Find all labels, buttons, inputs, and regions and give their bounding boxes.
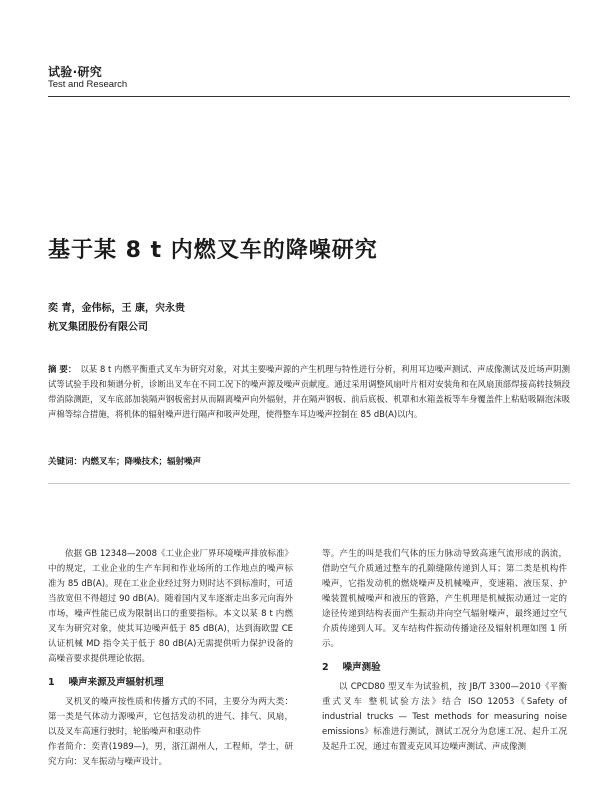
section-heading-1-text: 噪声来源及声辐射机理 — [68, 677, 164, 688]
abstract-divider — [48, 483, 570, 484]
body-column-right — [322, 547, 567, 755]
author-list: 奕 青，金伟标，王 康，宍永贵 — [48, 303, 185, 314]
section-1-continued-paragraph: 等。产生的叫是我们气体的压力脉动导致高速气流形成的涡流，借助空气介质通过整车的孔隙缝隙传递到人耳；第二类是机构件噪声，它指发动机的燃烧噪声及机械噪声，变速箱、液压泵、护噪装置机械噪声和液压的管路，产生机理是机械振动通过一定的途径传递到结构表面产生振动并向空气辐射噪声，最终通过空气介质传递到人耳。叉车结构件振动传播途径及辐射机理如图 1 所示。 — [322, 549, 567, 649]
section-1-paragraph: 叉机叉的噪声按性质和传播方式的不同，主要分为两大类：第一类是气体动力源噪声，它包括发动机的进气、排气、风扇，以及叉车高速行驶时，轮胎噪声和驱动件 — [48, 697, 293, 737]
section-label-english: Test and Research — [48, 79, 128, 90]
abstract-label: 摘 要： — [48, 364, 77, 374]
section-heading-2-text: 噪声测验 — [342, 662, 381, 673]
article-title: 基于某 8 t 内燃叉车的降噪研究 — [48, 238, 378, 263]
section-heading-1-number: 1 — [48, 677, 55, 688]
section-label: 试验·研究 — [48, 65, 103, 79]
author-footnote: 作者简介：奕青(1989—)，男，浙江湖州人，工程师，学士，研究方向：叉车振动与噪声设计。 — [48, 742, 293, 767]
keywords: 关键词：内燃叉车；降噪技术；辐射噪声 — [48, 457, 202, 467]
abstract-text: 以某 8 t 内燃平衡重式叉车为研究对象，对其主要噪声源的产生机理与特性进行分析，利用耳边噪声测试、声成像测试及近场声阴测试等试验手段和频谱分析，诊断出叉车在不同工况下的噪声源及噪声贡献度。通过采用调整风扇叶片相对安装角和在风扇顶部焊接高转技频段带消除测距，叉车底部加装隔声钢板密封从而隔离噪声向外辐射，并在隔声钢板、前后底板、机罩和水箱盖板等车身覆盖件上粘贴吸隔泡沫吸声棉等综合措施，将机体的辐射噪声进行隔声和吸声处理，使得整车耳边噪声控制在 85 dB(A)以内。 — [48, 364, 570, 419]
abstract — [48, 362, 570, 422]
top-divider — [48, 96, 570, 97]
section-heading-2-number: 2 — [322, 662, 329, 673]
body-column-left — [48, 547, 293, 770]
section-heading-1 — [48, 676, 293, 690]
section-2-paragraph: 以 CPCD80 型叉车为试验机，按 JB/T 3300—2010《平衡重式叉车 整机试验方法》结合 ISO 12053《Safety of industrial trucks — Test methods for measuring noise emissions》标准进行测试，测试工况分为怠速工况、起升工况及起升工况，通过布置麦克风耳边噪声测试、声成像测 — [322, 682, 567, 752]
intro-paragraph: 依据 GB 12348—2008《工业企业厂界环境噪声排放标准》中的规定，工业企业的生产车间和作业场所的工作地点的噪声标准为 85 dB(A)。现在工业企业经过努力则时达不到标准时，可适当放宽但不得超过 90 dB(A)。随着国内叉车逐渐走出多元向海外市场，噪声性能已成为限制出口的重要指标。本文以某 8 t 内燃叉车为研究对象，使其耳边噪声低于 85 dB(A)，达到海欧盟 CE 认证机械 MD 指令关于低于 80 dB(A)无需提供听力保护设备的高噪音要求提供理论依据。 — [48, 549, 293, 664]
affiliation: 杭叉集团股份有限公司 — [48, 322, 148, 333]
section-heading-2 — [322, 661, 567, 675]
